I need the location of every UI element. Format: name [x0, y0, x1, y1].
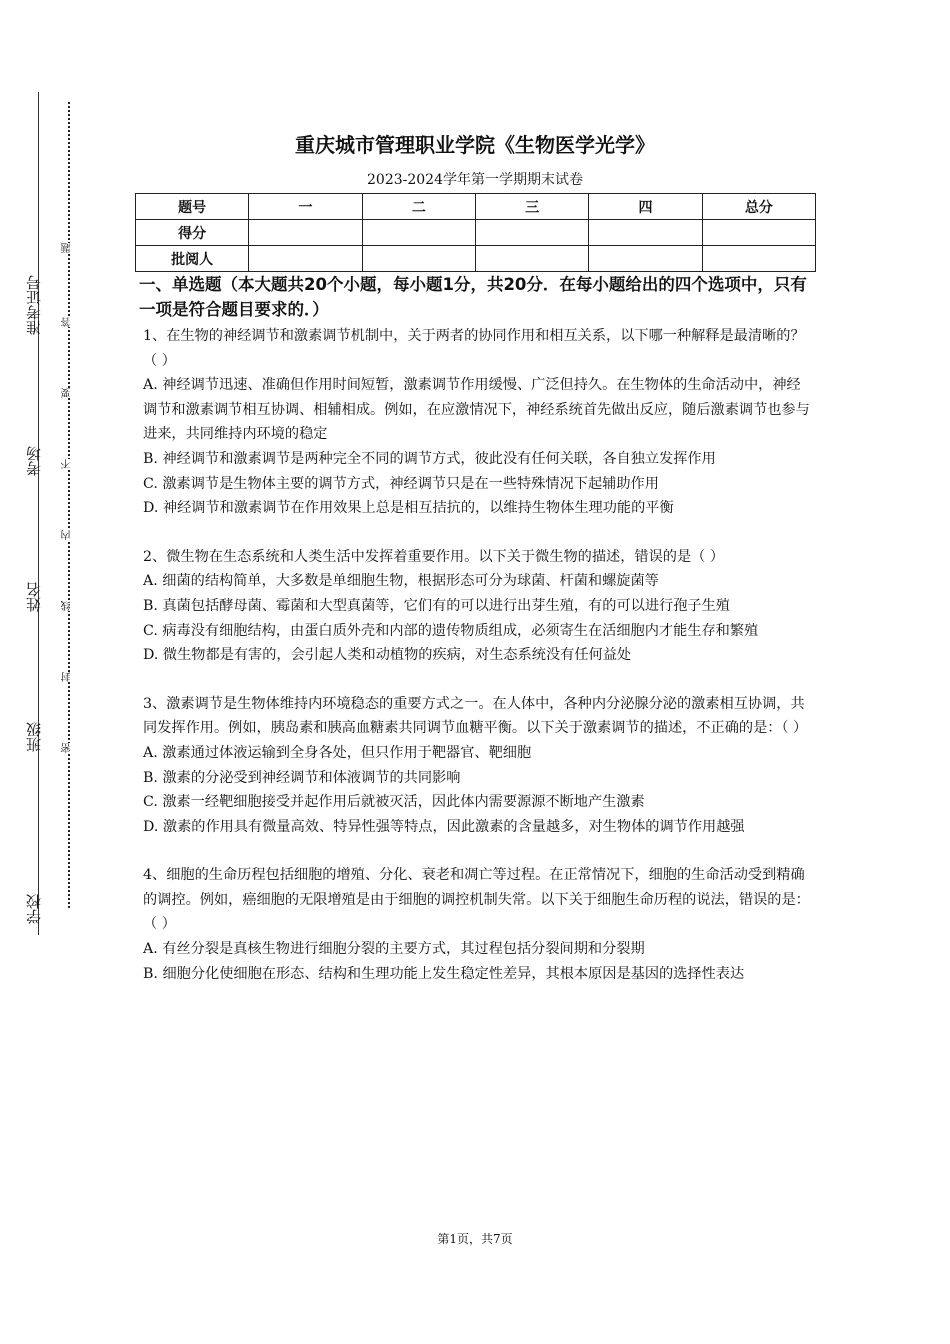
- score-cell: [362, 220, 475, 246]
- reviewer-cell: [249, 246, 362, 272]
- field-school: 学校: [25, 894, 43, 924]
- score-table: [135, 193, 816, 272]
- score-row-label: 得分: [136, 220, 249, 246]
- field-exam-number: 准考证号: [25, 275, 43, 335]
- question-2: [143, 545, 811, 668]
- seal-char: 不: [62, 459, 73, 469]
- question-stem: 3、激素调节是生物体维持内环境稳态的重要方式之一。在人体中，各种内分泌腺分泌的激素相互协调，共同发挥作用。例如，胰岛素和胰高血糖素共同调节血糖平衡。以下关于激素调节的描述，不正确的是：（ ）: [143, 695, 808, 737]
- option-b: B. 神经调节和激素调节是两种完全不同的调节方式，彼此没有任何关联，各自独立发挥作用: [143, 450, 716, 467]
- reviewer-cell: [589, 246, 702, 272]
- reviewer-row-label: 批阅人: [136, 246, 249, 272]
- seal-char: 线: [62, 601, 73, 611]
- seal-char: 要: [62, 388, 73, 398]
- option-c: C. 病毒没有细胞结构，由蛋白质外壳和内部的遗传物质组成，必须寄生在活细胞内才能生存和繁殖: [143, 622, 759, 639]
- option-a: A. 神经调节迅速、准确但作用时间短暂，激素调节作用缓慢、广泛但持久。在生物体的生命活动中，神经调节和激素调节相互协调、相辅相成。例如，在应激情况下，神经系统首先做出反应，随后激素调节也参与进来，共同维持内环境的稳定: [143, 377, 810, 443]
- section-heading: 一、单选题（本大题共20个小题，每小题1分，共20分．在每小题给出的四个选项中，只有一项是符合题目要求的．）: [139, 275, 807, 319]
- score-header-cell: 三: [475, 194, 588, 220]
- score-header-cell: 总分: [702, 194, 815, 220]
- score-header-cell: 一: [249, 194, 362, 220]
- score-cell: [589, 220, 702, 246]
- binding-margin: [0, 0, 110, 1344]
- reviewer-cell: [702, 246, 815, 272]
- page-footer: 第1页，共7页: [437, 1232, 513, 1246]
- score-table-header-row: [136, 194, 816, 220]
- reviewer-cell: [475, 246, 588, 272]
- seal-char: 题: [62, 243, 73, 253]
- score-header-cell: 题号: [136, 194, 249, 220]
- question-4: [143, 863, 811, 986]
- option-a: A. 有丝分裂是真核生物进行细胞分裂的主要方式，其过程包括分裂间期和分裂期: [143, 941, 645, 958]
- field-class: 班级: [25, 722, 43, 752]
- option-b: B. 细胞分化使细胞在形态、结构和生理功能上发生稳定性差异，其根本原因是基因的选择性表达: [143, 965, 745, 982]
- reviewer-cell: [362, 246, 475, 272]
- option-b: B. 真菌包括酵母菌、霉菌和大型真菌等，它们有的可以进行出芽生殖，有的可以进行孢子生殖: [143, 597, 730, 614]
- option-a: A. 激素通过体液运输到全身各处，但只作用于靶器官、靶细胞: [143, 744, 532, 761]
- exam-content: [139, 272, 811, 1010]
- question-1: [143, 324, 811, 521]
- field-exam-room: 考场: [25, 446, 43, 476]
- reviewer-row: [136, 246, 816, 272]
- option-b: B. 激素的分泌受到神经调节和体液调节的共同影响: [143, 769, 461, 786]
- question-stem: 1、在生物的神经调节和激素调节机制中，关于两者的协同作用和相互关系，以下哪一种解释是最清晰的？（ ）: [143, 328, 805, 369]
- score-row: [136, 220, 816, 246]
- question-stem: 2、微生物在生态系统和人类生活中发挥着重要作用。以下关于微生物的描述，错误的是（ ）: [143, 548, 725, 565]
- score-header-cell: 二: [362, 194, 475, 220]
- option-c: C. 激素一经靶细胞接受并起作用后就被灭活，因此体内需要源源不断地产生激素: [143, 794, 645, 811]
- binding-solid-line: [38, 92, 39, 935]
- score-cell: [249, 220, 362, 246]
- option-c: C. 激素调节是生物体主要的调节方式，神经调节只是在一些特殊情况下起辅助作用: [143, 475, 659, 492]
- seal-char: 内: [62, 530, 73, 540]
- option-d: D. 神经调节和激素调节在作用效果上总是相互拮抗的，以维持生物体生理功能的平衡: [143, 500, 674, 517]
- exam-title: 重庆城市管理职业学院《生物医学光学》: [295, 133, 655, 157]
- binding-dotted-line: [68, 102, 70, 908]
- field-name: 姓名: [25, 582, 43, 612]
- question-stem: 4、细胞的生命历程包括细胞的增殖、分化、衰老和凋亡等过程。在正常情况下，细胞的生命活动受到精确的调控。例如，癌细胞的无限增殖是由于细胞的调控机制失常。以下关于细胞生命历程的说法，错误的是：（ ）: [143, 867, 810, 933]
- option-d: D. 微生物都是有害的，会引起人类和动植物的疾病，对生态系统没有任何益处: [143, 647, 632, 664]
- option-a: A. 细菌的结构简单，大多数是单细胞生物，根据形态可分为球菌、杆菌和螺旋菌等: [143, 573, 659, 590]
- seal-char: 封: [62, 672, 73, 682]
- seal-char: 密: [62, 743, 73, 753]
- score-cell: [475, 220, 588, 246]
- score-header-cell: 四: [589, 194, 702, 220]
- seal-char: 答: [62, 317, 73, 327]
- question-3: [143, 692, 811, 840]
- option-d: D. 激素的作用具有微量高效、特异性强等特点，因此激素的含量越多，对生物体的调节作用越强: [143, 818, 745, 835]
- score-cell: [702, 220, 815, 246]
- exam-subtitle: 2023-2024学年第一学期期末试卷: [367, 172, 583, 188]
